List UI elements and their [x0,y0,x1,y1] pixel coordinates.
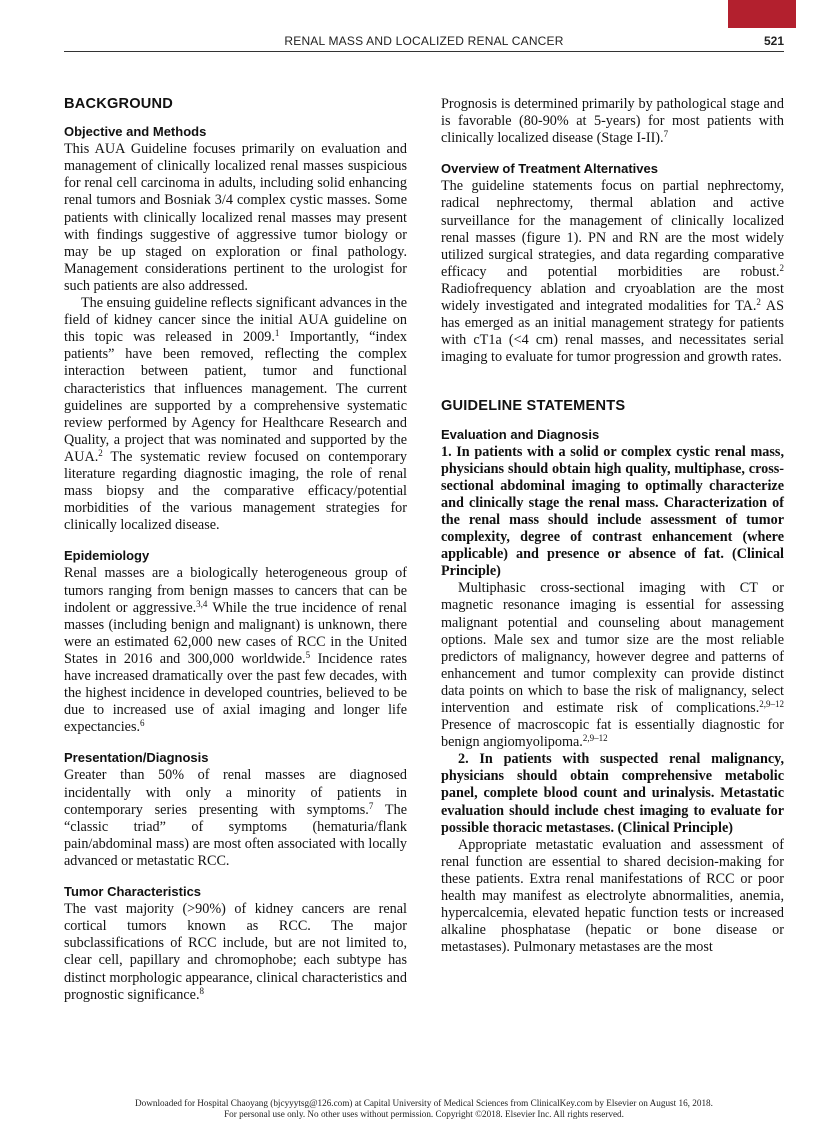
guideline-statement-2: 2. In patients with suspected renal malignancy, physicians should obtain comprehensive metabolic panel, complete blood count and urinalysis. Metastatic evaluation should include chest imaging to evaluate for possible thoracic metastases. (Clinical Principle) [441,751,784,836]
citation: 6 [140,718,145,729]
treatment-overview-paragraph: The guideline statements focus on partial nephrectomy, radical nephrectomy, thermal ablation and active surveillance for the management of clinically localized renal masses (figure 1). PN and RN are the most widely utilized surgical strategies, and data regarding comparative efficacy and potential morbidities are robust.$^2$ Radiofrequency ablation and cryoablation are the most widely investigated and integrated modalities for TA.$^2$ AS has emerged as an initial management strategy for patients with cT1a (<4 cm) renal masses, and necessitates serial imaging to evaluate for tumor progression and growth rates. [441,178,784,366]
citation: 2 [779,262,784,273]
citation: 7 [368,800,374,811]
citation: 8 [199,985,205,996]
footer-copyright-line: For personal use only. No other uses without permission. Copyright ©2018. Elsevier Inc. All rights reserved. [224,1109,624,1119]
header-rule [64,51,784,52]
epidemiology-paragraph: Renal masses are a biologically heterogeneous group of tumors ranging from benign masses to cancers that can be indolent or aggressive.$^{3,4}$ While the true incidence of renal masses (including benign and malignant) is unknown, there were an estimated 62,000 new cases of RCC in the United States in 2016 and 300,000 worldwide.$^5$ Incidence rates have increased dramatically over the past few decades, with the highest incidence in developed countries, believed to be due to increased use of axial imaging and longer life expectancies.$^6$ [64,565,407,736]
epidemiology-heading: Epidemiology [64,548,150,564]
background-heading: BACKGROUND [64,96,174,112]
running-title: RENAL MASS AND LOCALIZED RENAL CANCER [284,34,564,48]
citation: 5 [305,649,311,660]
presentation-paragraph: Greater than 50% of renal masses are diagnosed incidentally with only a minority of patients in contemporary series presenting with symptoms.$^7$ The “classic triad” of symptoms (hematuria/flank pain/abdominal mass) are most often associated with locally advanced or metastatic RCC. [64,767,407,869]
statement-2-discussion: Appropriate metastatic evaluation and assessment of renal function are essential to shared decision-making for these patients. Extra renal manifestations of RCC or poor health may manifest as electrolyte abnormalities, anemia, hypercalcemia, elevated hepatic function tests or increased alkaline phosphatase (hepatic or bone disease or metastases). Pulmonary metastases are the most [441,836,784,956]
journal-color-tab [728,0,796,28]
tumor-characteristics-paragraph: The vast majority (>90%) of kidney cancers are renal cortical tumors known as RCC. The major subclassifications of RCC include, but are not limited to, clear cell, papillary and chromophobe; each subtype has distinct morphologic appearance, clinical characteristics and prognostic significance.$^8$ [64,901,407,1003]
evaluation-diagnosis-heading: Evaluation and Diagnosis [441,426,600,442]
statement-1-discussion: Multiphasic cross-sectional imaging with CT or magnetic resonance imaging is essential for assessing malignant potential and counseling about management options. Male sex and tumor size are the most reliable predictors of malignancy, however degree and patterns of enhancement and tumor complexity can provide distinct data points on which to base the risk of malignancy, select intervention and estimate risk of complications.$^{2,9-12}$ Presence of macroscopic fat is essentially diagnostic for benign angiomyolipoma.$^{2,9-12}$ [441,580,784,751]
treatment-overview-heading: Overview of Treatment Alternatives [441,161,658,177]
footer-download-line: Downloaded for Hospital Chaoyang (bjcyyytsg@126.com) at Capital University of Medical Sciences from ClinicalKey.com by Elsevier on August 16, 2018. [135,1098,713,1108]
right-column [441,96,784,956]
guideline-statement-1: 1. In patients with a solid or complex cystic renal mass, physicians should obtain high quality, multiphase, cross-sectional abdominal imaging to optimally characterize and clinically stage the renal mass. Characterization of the renal mass should include assessment of tumor complexity, degree of contrast enhancement (where applicable) and presence or absence of fat. (Clinical Principle) [441,443,784,580]
running-header [64,34,784,50]
citation: 1 [274,328,280,339]
citation: 2,9–12 [582,733,608,744]
citation: 2,9–12 [759,699,784,709]
prognosis-paragraph: Prognosis is determined primarily by pathological stage and is favorable (80-90% at 5-years) for most patients with clinically localized disease (Stage I-II).$^7$ [441,96,784,147]
left-column [64,96,407,1004]
objective-paragraph-1: This AUA Guideline focuses primarily on evaluation and management of clinically localized renal masses suspicious for renal cell carcinoma in adults, including solid enhancing renal tumors and Bosniak 3/4 complex cystic masses. Some patients with clinically localized renal masses may present with findings suggestive of aggressive tumor biology or may be up staged on exploration or final pathology. Management considerations pertinent to the urologist for such patients are also addressed. [64,141,407,294]
citation: 3,4 [196,598,208,609]
citation: 2 [756,297,761,308]
presentation-heading: Presentation/Diagnosis [64,750,209,766]
objective-heading: Objective and Methods [64,124,207,140]
page-number: 521 [763,34,784,48]
guideline-statements-heading: GUIDELINE STATEMENTS [441,398,626,415]
objective-paragraph-2: The ensuing guideline reflects significant advances in the field of kidney cancer since the initial AUA guideline on this topic was released in 2009.$^1$ Importantly, “index patients” have been removed, reflecting the complex interaction between patient, tumor and functional characteristics that influences management. The current guidelines are supported by a comprehensive systematic review performed by Agency for Healthcare Research and Quality, a project that was nominated and supported by the AUA.$^2$ The systematic review focused on contemporary literature regarding diagnostic imaging, the role of renal mass biopsy and the comparative efficacy/potential morbidities of the various management strategies for clinically localized disease. [64,295,407,534]
tumor-characteristics-heading: Tumor Characteristics [64,884,202,900]
citation: 7 [663,129,669,140]
download-footer [64,1098,784,1120]
citation: 2 [98,447,103,458]
